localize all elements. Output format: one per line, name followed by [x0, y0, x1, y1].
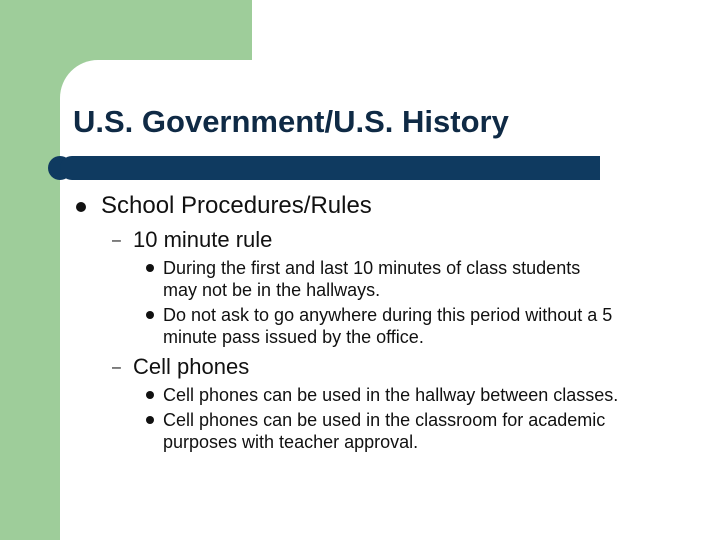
list-item-line: minute pass issued by the office. [163, 327, 424, 347]
main-heading: School Procedures/Rules [101, 192, 372, 219]
bullet-icon [146, 311, 154, 319]
list-item-line: During the first and last 10 minutes of class students [163, 258, 581, 278]
list-item-line: Cell phones can be used in the classroom for academic [163, 410, 606, 430]
list-item-line: Do not ask to go anywhere during this period without a 5 [163, 305, 613, 325]
dash-icon: – [112, 232, 121, 249]
bullet-icon [146, 416, 154, 424]
list-item-line: may not be in the hallways. [163, 280, 381, 300]
section-label-cell-phones: Cell phones [133, 354, 250, 379]
slide-title: U.S. Government/U.S. History [73, 104, 509, 139]
list-item-line: Cell phones can be used in the hallway between classes. [163, 385, 619, 405]
bullet-icon [76, 202, 86, 212]
section-label-10-minute-rule: 10 minute rule [133, 227, 273, 252]
title-underline-bar [60, 156, 600, 180]
bullet-icon [146, 264, 154, 272]
dash-icon: – [112, 359, 121, 376]
bullet-icon [146, 391, 154, 399]
list-item-line: purposes with teacher approval. [163, 432, 419, 452]
